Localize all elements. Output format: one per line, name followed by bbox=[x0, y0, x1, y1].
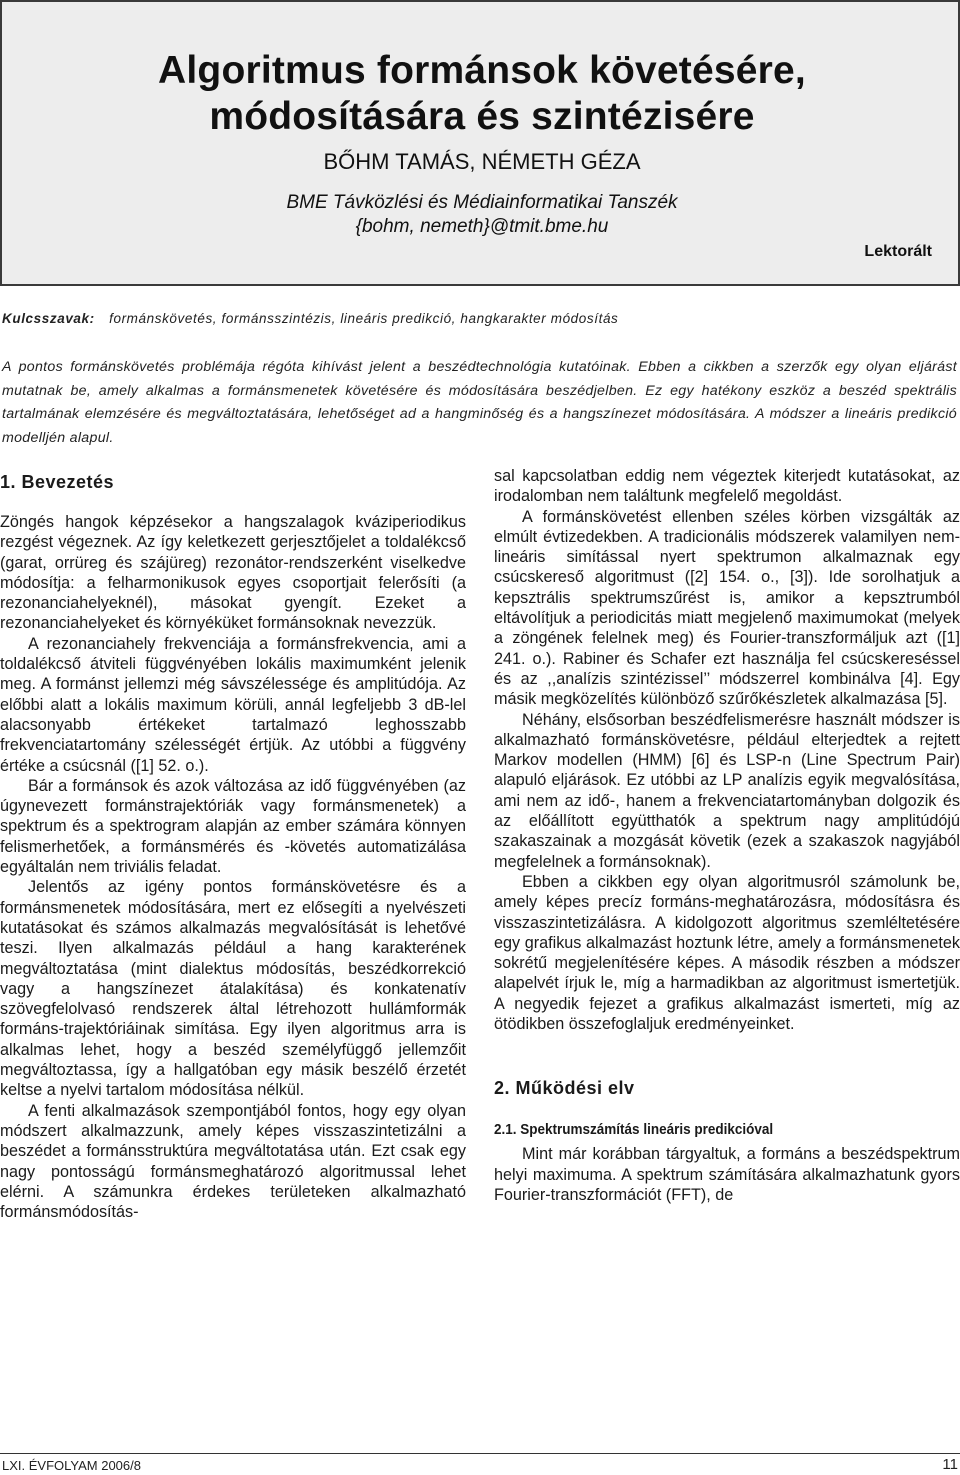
paragraph: A fenti alkalmazások szempontjából fontos, hogy egy olyan módszert alkalmazzunk, amely képes visszaszintetizálni a beszédet a formánsstruktúra megváltotatása után. Ezt csak egy nagy pontosságú formánsmeghatározó algoritmussal lehet elérni. A számunkra érdekes területeken alkalmazható formánsmódosítás- bbox=[0, 1101, 466, 1222]
right-column bbox=[494, 466, 960, 1205]
authors-text: BŐHM TAMÁS, NÉMETH GÉZA bbox=[323, 149, 641, 174]
section-heading-2: 2. Működési elv bbox=[494, 1078, 635, 1099]
article-header bbox=[0, 0, 960, 286]
section-heading-1: 1. Bevezetés bbox=[0, 472, 115, 492]
paragraph: Néhány, elsősorban beszédfelismerésre használt módszer is alkalmazható formánskövetésre, például elterjedtek a rejtett Markov modellen (HMM) [6] és LSP-n (Line Spectrum Pair) alapuló eljárások. Ez utóbbi az LP analízis egyik megvalósítása, ami nem az idő-, hanem a frekvenciatartományban dolgozik és az előállított együtthatók a spektrum nagy amplitúdójú szakaszainak a mozgását követik (ezek a szakaszok nagyjából megfelelnek a formánsoknak). bbox=[494, 710, 960, 871]
paragraph: Bár a formánsok és azok változása az idő függvényében (az úgynevezett formánstrajektóriák vagy formánsmenetek) a spektrum és a spektrogram alapján az ember számára könnyen felismerhetőek, a formánsmérés és -követés automatizálása egyáltalán nem triviális feladat. bbox=[0, 776, 466, 877]
affiliation: BME Távközlési és Médiainformatikai Tanszék bbox=[286, 192, 678, 213]
paragraph: sal kapcsolatban eddig nem végeztek kiterjedt kutatásokat, az irodalomban nem találtunk megfelelő megoldást. bbox=[494, 467, 960, 506]
footer-divider bbox=[0, 1453, 960, 1454]
email: {bohm, nemeth}@tmit.bme.hu bbox=[355, 216, 609, 237]
paragraph: Zöngés hangok képzésekor a hangszalagok kváziperiodikus rezgést végeznek. Az így keletkezett gerjesztőjelet a toldalékcső (garat, orrüreg és szájüreg) rezonátor-rendszerként viselkedve módosítja: a felharmonikusok egyes csoportjait felerősíti (a rezonanciahelyeknél), másokat gyengít. Ezeket a rezonanciahelyeket és környéküket formánsoknak nevezzük. bbox=[0, 513, 466, 633]
keywords-label: Kulcsszavak: bbox=[2, 311, 95, 326]
paragraph: Jelentős az igény pontos formánskövetésre és a formánsmenetek módosítására, mert ez elősegíti a nyelvészeti kutatásokat és számos alkalmazás megvalósítását is lehetővé teszi. Ilyen alkalmazás például a hang karakterének megváltoztatása (mint dialektus módosítás, beszédkorrekció vagy a hangszínezet átalakítása) és konkatenatív szövegfelolvasó rendszerek által létrehozott hullámformák formáns-trajektóriáinak simítása. Egy ilyen algoritmus arra is alkalmas lehet, hogy a beszéd személyfüggő jellemzőit megváltoztassa, így a hallgatóban egy másik beszélő érzetét keltse a nyelvi tartalom módosítása nélkül. bbox=[0, 878, 466, 1100]
paragraph: Ebben a cikkben egy olyan algoritmusról számolunk be, amely képes precíz formáns-meghatározásra, módosításra és visszaszintetizálásra. A kidolgozott algoritmus szemléltetésére egy grafikus alkalmazást hoztunk létre, amely a formánsmenetek sokrétű megjelenítésére képes. A második részben a módszer alapelvét írjuk le, míg a harmadikban az algoritmust ismertetjük. A negyedik fejezet a grafikus alkalmazást ismerteti, míg az ötödikben összefoglaljuk eredményeinket. bbox=[494, 872, 960, 1034]
left-column bbox=[0, 466, 466, 1222]
keywords bbox=[2, 311, 618, 326]
page-number: 11 bbox=[942, 1456, 958, 1473]
abstract: A pontos formánskövetés problémája régóta kihívást jelent a beszédtechnológia kutatóinak. Ebben a cikkben a szerzők egy olyan eljárást mutatnak be, amely alkalmas a formánsmenetek követésére és módosítására beszédjelben. Ez egy hatékony eszköz a beszéd spektrális tartalmának elemzésére és megváltoztatására, lehetőséget ad a hangminőség és a hangszínezet módosítására. A módszer a lineáris predikció modelljén alapul. bbox=[2, 359, 957, 446]
journal-issue: LXI. ÉVFOLYAM 2006/8 bbox=[2, 1458, 141, 1473]
subsection-heading: 2.1. Spektrumszámítás lineáris predikcióval bbox=[494, 1121, 774, 1139]
title-line-2: módosítására és szintézisére bbox=[209, 95, 755, 138]
title-line-1: Algoritmus formánsok követésére, bbox=[158, 49, 806, 92]
keywords-text: formánskövetés, formánsszintézis, lineáris predikció, hangkarakter módosítás bbox=[109, 311, 619, 326]
authors bbox=[2, 149, 960, 175]
paragraph: A formánskövetést ellenben széles körben vizsgálták az elmúlt évtizedekben. A tradicionális módszerek valamilyen nem-lineáris simítással nyert spektrumon alkalmaznak egy csúcskereső algoritmust ([2] 154. o., [3]). Ide sorolhatjuk a kepsztrális spektrumszűrést is, amikor a kepsztrumból eltávolítjuk a periodicitás miatt megjelenő maximumokat (melyek a zöngének felelnek meg) és Fourier-transzformáljuk azt ([1] 241. o.). Rabiner és Schafer ezt használja fel csúcskereséssel és az ,,analízis szintézissel’’ módszerrel kombinálva [4]. Egy másik megközelítés különböző szűrőkészletek alkalmazása [5]. bbox=[494, 507, 960, 709]
paragraph: A rezonanciahely frekvenciája a formánsfrekvencia, ami a toldalékcső átviteli függvényében lokális maximumként jelenik meg. A formánst jellemzi még sávszélessége és amplitúdója. Az előbbi alatt a lokális maximum körüli, annál legfeljebb 3 dB-lel alacsonyabb értékeket tartalmazó leghosszabb frekvenciatartomány szélességét értjük. Az utóbbi a függvény értéke a csúcsnál ([1] 52. o.). bbox=[0, 634, 466, 775]
paragraph: Mint már korábban tárgyaltuk, a formáns a beszédspektrum helyi maximuma. A spektrum számítására alkalmazhatunk gyors Fourier-transzformációt (FFT), de bbox=[494, 1145, 960, 1204]
reviewed-badge: Lektorált bbox=[864, 243, 932, 260]
